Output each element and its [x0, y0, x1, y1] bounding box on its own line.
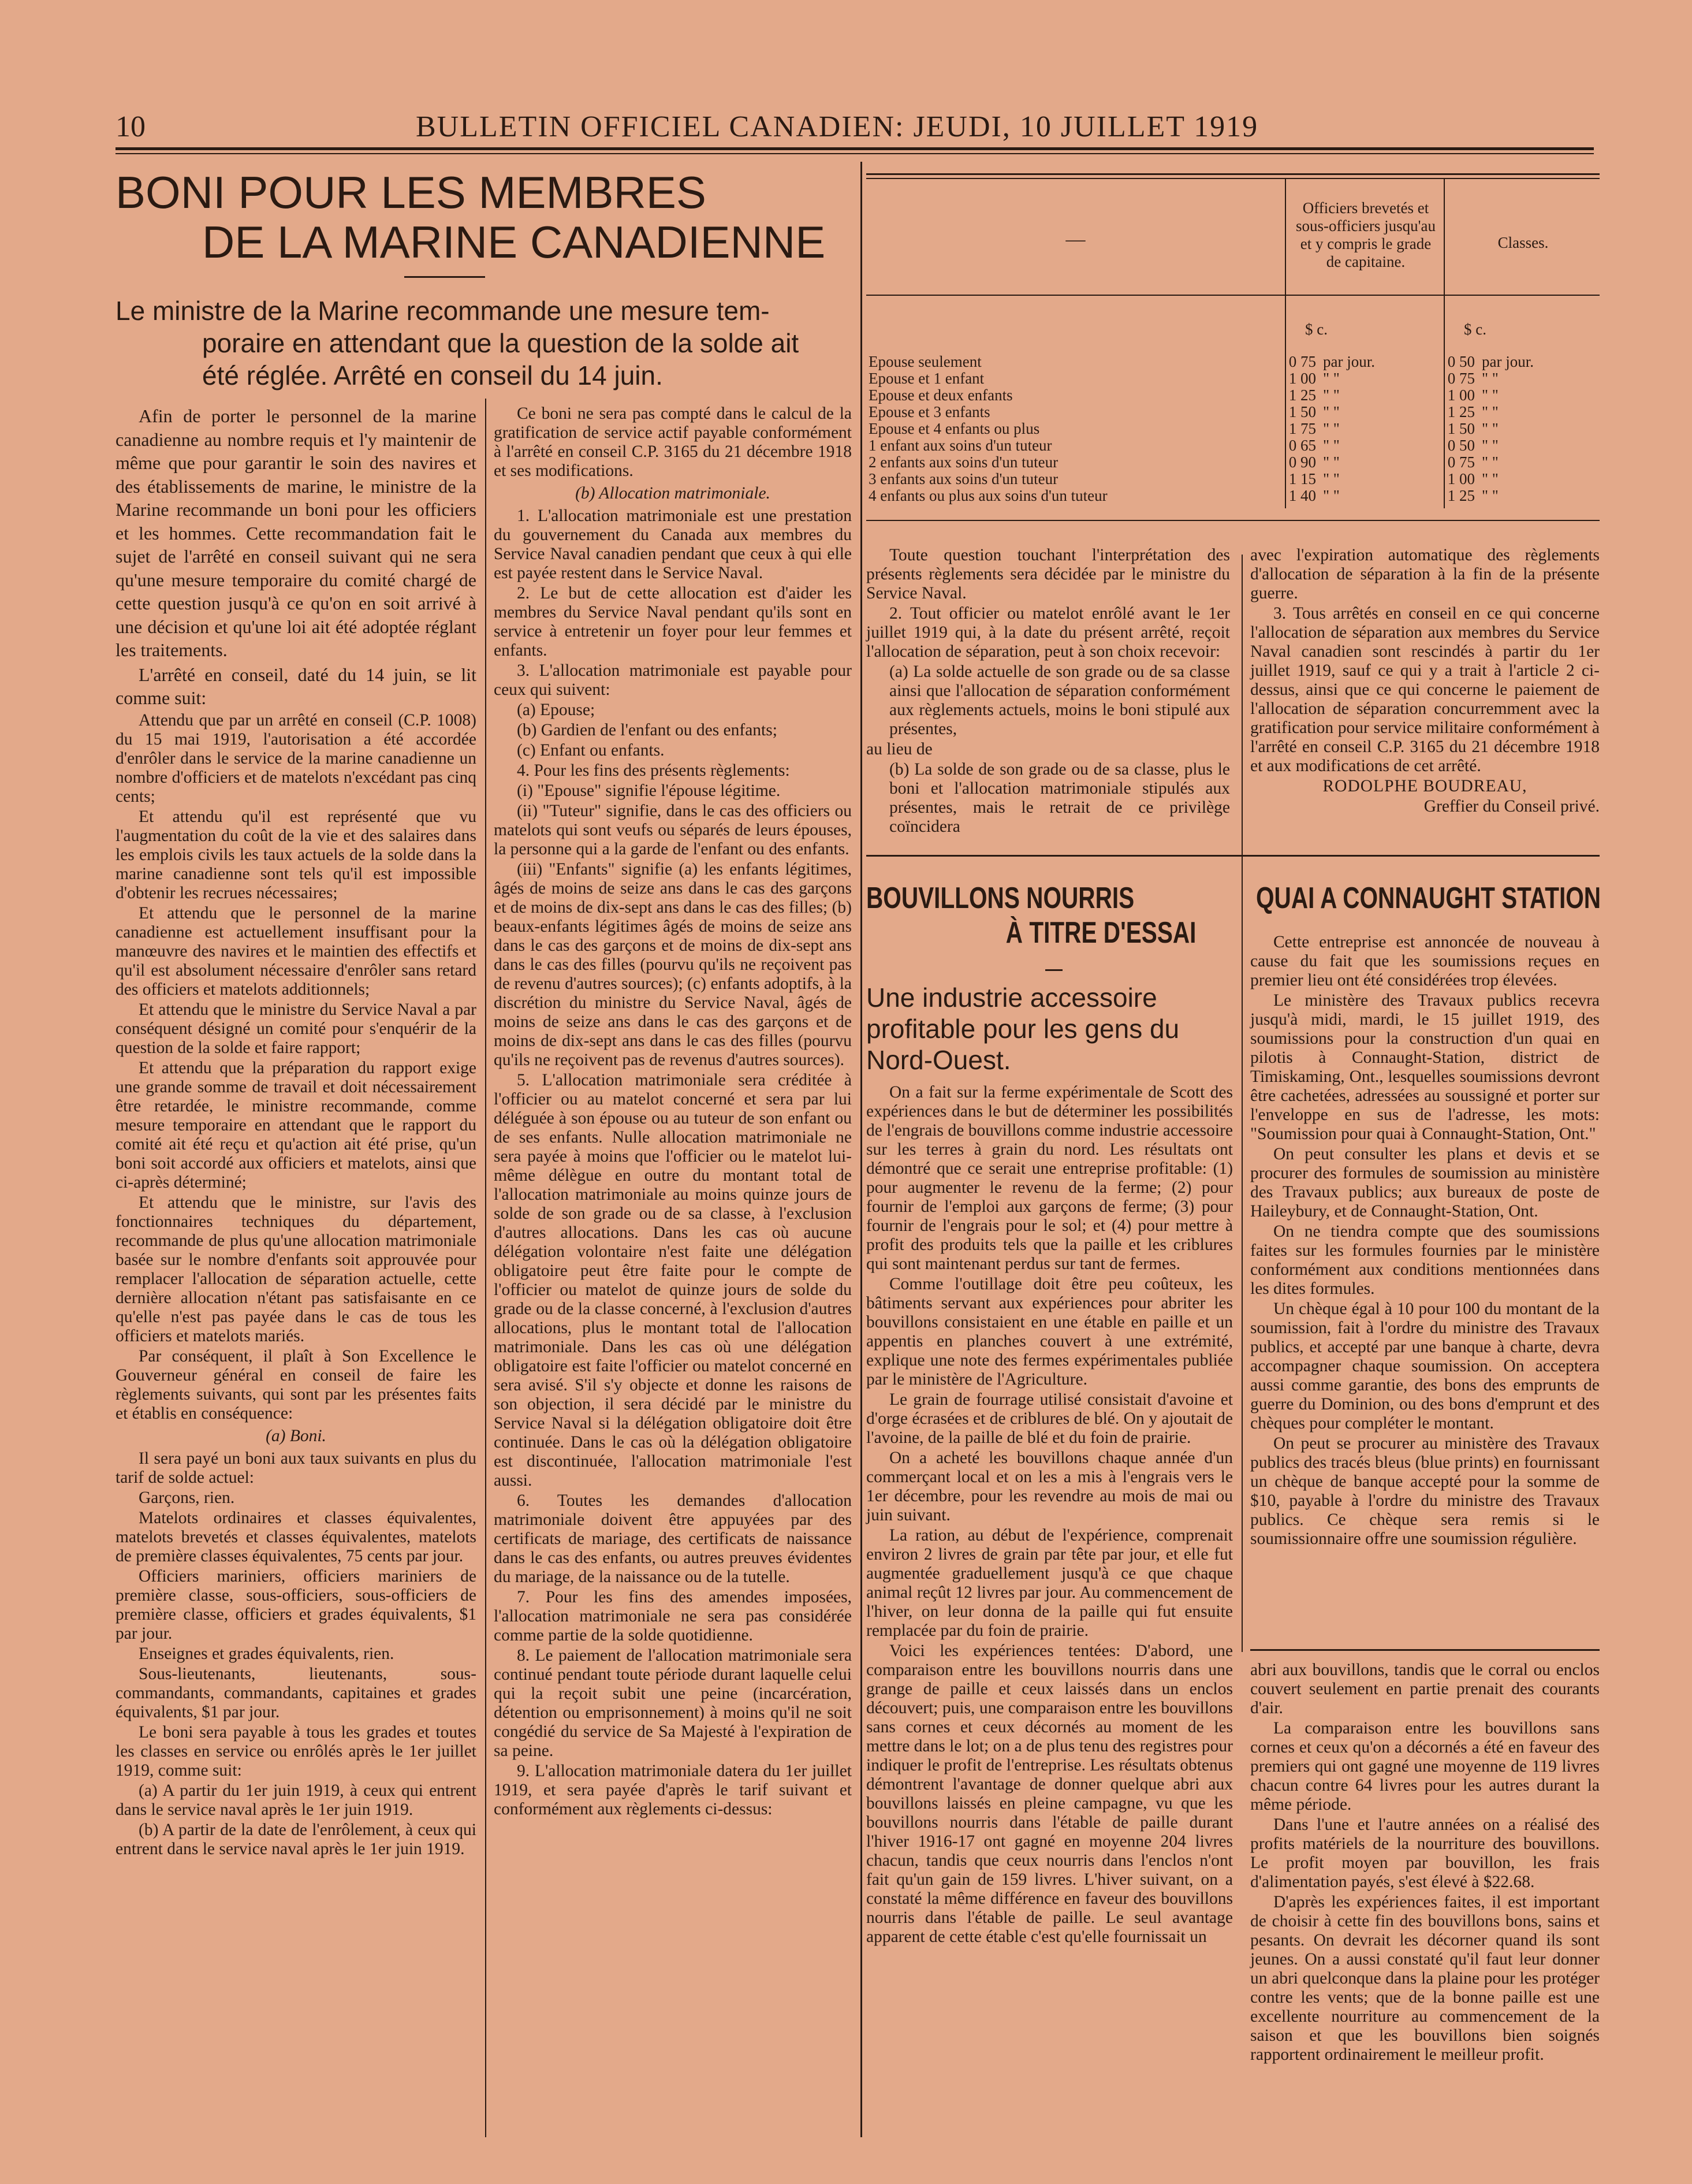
rate-label: Epouse et 4 enfants ou plus	[869, 420, 1040, 437]
paragraph: (a) A partir du 1er juin 1919, à ceux qui entrent dans le service naval après le 1er juin 1919.	[115, 1781, 476, 1819]
paragraph: (a) La solde actuelle de son grade ou de sa classe ainsi que l'allocation de séparation conformément aux règlements actuels, moins le boni stipulé aux présentes,	[889, 663, 1230, 738]
paragraph: Dans l'une et l'autre années on a réalisé des profits matériels de la nourriture des bouvillons. Le profit moyen par bouvillon, les frais d'alimentation payés, s'est élevé à $22.68.	[1250, 1815, 1600, 1891]
rate-officers-unit: " "	[1323, 420, 1340, 437]
header-rule-thick	[115, 147, 1594, 150]
rate-row	[865, 454, 1598, 471]
paragraph: Sous-lieutenants, lieutenants, sous-commandants, commandants, capitaines et grades équivalents, $1 par jour.	[115, 1664, 476, 1721]
section-rule	[1250, 1649, 1600, 1651]
table-rule-head	[866, 295, 1600, 296]
table-head-officers: Officiers brevetés et sous-officiers jusqu'au et y compris le grade de capitaine.	[1295, 199, 1436, 270]
paragraph: Attendu que par un arrêté en conseil (C.P. 1008) du 15 mai 1919, l'autorisation a été accordée d'enrôler dans le service de la marine canadienne un nombre d'officiers et de matelots n'excédant pas cinq cents;	[115, 710, 476, 806]
header-rule-thin	[115, 153, 1594, 154]
paragraph: Cette entreprise est annoncée de nouveau à cause du fait que les soumissions reçues en premier lieu ont été considérées trop élevées.	[1250, 933, 1600, 989]
paragraph: On ne tiendra compte que des soumissions faites sur les formules fournies par le ministère conformément aux conditions mentionnées dans les dites formules.	[1250, 1222, 1600, 1298]
paragraph: (i) "Epouse" signifie l'épouse légitime.	[517, 782, 781, 800]
paragraph: Un chèque égal à 10 pour 100 du montant de la soumission, fait à l'ordre du ministre des Travaux publics, et accepté par une banque à charte, devra accompagner chaque soumission. On acceptera aussi comme garantie, des bons des emprunts de guerre du Dominion, ou des bons d'emprunt et des chèques pour compléter le montant.	[1250, 1300, 1600, 1433]
rate-classes-unit: " "	[1482, 370, 1499, 387]
rate-officers-value: 1 00	[1288, 370, 1316, 387]
column-rule	[485, 399, 486, 2137]
table-unit-a: $ c.	[1305, 321, 1328, 338]
rate-officers-unit: par jour.	[1323, 353, 1375, 370]
rate-classes-value: 0 50	[1447, 437, 1475, 454]
rate-label: Epouse et 1 enfant	[869, 370, 985, 387]
rate-officers-unit: " "	[1323, 487, 1340, 504]
paragraph: 3. L'allocation matrimoniale est payable pour ceux qui suivent:	[494, 661, 852, 699]
paragraph: Afin de porter le personnel de la marine canadienne au nombre requis et l'y maintenir de même que pour garantir le soin des navires et des établissements de marine, le ministre de la Marine recommande un boni pour les officiers et les hommes. Cette recommandation fait le sujet de l'arrêté en conseil suivant qui ne sera qu'une mesure temporaire du comité chargé de cette question jusqu'à ce qu'on en soit arrivé à une décision et qu'une loi ait été adoptée réglant les traitements.	[115, 405, 476, 660]
paragraph: (ii) "Tuteur" signifie, dans le cas des officiers ou matelots qui sont veufs ou séparés de leurs épouses, la personne qui a la garde de l'enfant ou des enfants.	[494, 802, 852, 858]
signature-name: RODOLPHE BOUDREAU,	[1322, 777, 1527, 795]
headline-line: BONI POUR LES MEMBRES	[115, 167, 706, 218]
paragraph: avec l'expiration automatique des règlements d'allocation de séparation à la fin de la présente guerre.	[1250, 546, 1600, 602]
rate-classes-value: 1 00	[1447, 470, 1475, 488]
rate-row	[865, 437, 1598, 454]
rate-label: 1 enfant aux soins d'un tuteur	[869, 437, 1052, 454]
rate-row	[865, 404, 1598, 421]
rate-classes-value: 1 00	[1447, 386, 1475, 404]
running-header	[115, 110, 1594, 150]
article2-deck: Une industrie accessoire profitable pour les gens du Nord-Ouest.	[866, 983, 1180, 1075]
table-head-classes: Classes.	[1497, 234, 1549, 251]
rate-officers-value: 1 75	[1288, 420, 1316, 437]
paragraph: Et attendu que la préparation du rapport exige une grande somme de travail et doit nécessairement être retardée, le ministre recommande, comme mesure temporaire en attendant que le rapport du comité ait été reçu et qu'action ait été prise, qu'un boni soit accordé aux officiers et matelots, ainsi que ci-après déterminé;	[115, 1058, 476, 1192]
rate-label: Epouse seulement	[869, 353, 982, 370]
rate-classes-unit: " "	[1482, 386, 1499, 404]
paragraph: Et attendu que le ministre du Service Naval a par conséquent désigné un comité pour s'enquérir de la question de la solde et faire rapport;	[115, 1000, 476, 1057]
rate-row	[865, 354, 1598, 370]
table-rule-bottom	[866, 520, 1600, 521]
paragraph: La ration, au début de l'expérience, comprenait environ 2 livres de grain par tête par jour, et elle fut augmentée graduellement jusqu'à ce que chaque animal reçût 12 livres par jour. Au commencement de l'hiver, on leur donna de la paille qui fut ensuite remplacée par du foin de prairie.	[866, 1526, 1233, 1640]
paragraph: 3. Tous arrêtés en conseil en ce qui concerne l'allocation de séparation aux membres du Service Naval canadien sont rescindés à partir du 1er juillet 1919, sauf ce qui y a trait à l'article 2 ci-dessus, ainsi que ce qui concerne le paiement de l'allocation de séparation concurremment avec la gratification pour service militaire conformément à l'arrêté en conseil C.P. 3165 du 21 décembre 1918 et aux modifications de cet arrêté.	[1250, 604, 1600, 775]
paragraph: 6. Toutes les demandes d'allocation matrimoniale doivent être appuyées par des certificats de mariage, des certificats de naissance dans le cas des enfants, ou autres preuves évidentes du mariage, de la naissance ou de la tutelle.	[494, 1491, 852, 1586]
paragraph: Enseignes et grades équivalents, rien.	[139, 1644, 394, 1663]
paragraph: Garçons, rien.	[139, 1488, 235, 1507]
rate-officers-unit: " "	[1323, 386, 1340, 404]
column-rule	[1242, 555, 1243, 1652]
paragraph: Et attendu qu'il est représenté que vu l'augmentation du coût de la vie et des salaires dans les emplois civils les taux actuels de la solde dans la marine canadienne sont tels qu'il est impossible d'obtenir les recrues nécessaires;	[115, 807, 476, 902]
paragraph: abri aux bouvillons, tandis que le corral ou enclos couvert seulement en partie prenait des courants d'air.	[1250, 1661, 1600, 1717]
paragraph: On peut se procurer au ministère des Travaux publics des tracés bleus (blue prints) en fournissant un chèque de banque accepté pour la somme de $10, payable à l'ordre du ministre des Travaux publics. Ce chèque sera remis si le soumissionnaire offre une soumission régulière.	[1250, 1434, 1600, 1548]
page-number: 10	[115, 110, 146, 143]
headline-line: À TITRE D'ESSAI	[1005, 916, 1197, 950]
paragraph: D'après les expériences faites, il est important de choisir à cette fin des bouvillons bons, sains et pesants. On devrait les décorner quand ils sont jeunes. On a aussi constaté qu'il faut leur donner un abri quelconque dans la plaine pour les protéger contre les vents; que de la bonne paille est une excellente nourriture au commencement de la saison et que les bouvillons bien soignés rapportent ordinairement le meilleur profit.	[1250, 1893, 1600, 2064]
rate-label: Epouse et 3 enfants	[869, 403, 990, 421]
article1-column-2	[494, 404, 852, 1820]
rate-officers-value: 1 40	[1288, 487, 1316, 504]
article1-column-4-cont	[1250, 546, 1600, 817]
rate-classes-value: 1 50	[1447, 420, 1475, 437]
headline-line: BOUVILLONS NOURRIS	[866, 881, 1135, 915]
deck-line: Le ministre de la Marine recommande une mesure tem-	[115, 296, 770, 326]
article1-deck	[115, 295, 860, 392]
paragraph: Le grain de fourrage utilisé consistait d'avoine et d'orge écrasées et de criblures de blé. On y ajoutait de l'avoine, de la paille de blé et du foin de prairie.	[866, 1390, 1233, 1447]
paragraph: Et attendu que le ministre, sur l'avis des fonctionnaires techniques du département, recommande de plus qu'une allocation matrimoniale basée sur le nombre d'enfants soit approuvée pour remplacer l'allocation de séparation actuelle, cette dernière allocation n'étant pas satisfaisante en ce qu'elle n'est pas payée dans le cas de tous les officiers et matelots mariés.	[115, 1193, 476, 1345]
paragraph: 1. L'allocation matrimoniale est une prestation du gouvernement du Canada aux membres du Service Naval canadien pendant que ceux à qui elle est payée restent dans le Service Naval.	[494, 507, 852, 582]
paragraph: Voici les expériences tentées: D'abord, une comparaison entre les bouvillons nourris dans une grange de paille et ceux laissés dans un enclos découvert; puis, une comparaison entre les bouvillons sans cornes et ceux décornés au moment de les mettre dans le lot; on a de plus tenu des registres pour indiquer le profit de l'entreprise. Les résultats obtenus démontrent l'avantage de donner quelque abri aux bouvillons laissés en pleine campagne, vu que les bouvillons nourris dans l'étable de paille durant l'hiver 1916-17 ont gagné en moyenne 204 livres chacun, tandis que ceux nourris dans l'enclos n'ont fait qu'un gain de 159 livres. L'hiver suivant, on a constaté la même différence en faveur des bouvillons nourris dans l'étable de paille. Le seul avantage apparent de cette étable c'est qu'elle fournissait un	[866, 1642, 1233, 1946]
table-head-blank: —	[1065, 229, 1086, 250]
rate-classes-unit: " "	[1482, 437, 1499, 454]
rate-classes-unit: " "	[1482, 403, 1499, 421]
rate-classes-unit: " "	[1482, 453, 1499, 471]
rate-officers-value: 0 65	[1288, 437, 1316, 454]
table-unit-b: $ c.	[1464, 321, 1486, 338]
rate-officers-unit: " "	[1323, 453, 1340, 471]
rate-label: Epouse et deux enfants	[869, 386, 1013, 404]
paragraph: Par conséquent, il plaît à Son Excellence le Gouverneur général en conseil de faire les règlements suivants, qui sont par les présentes faits et établis en conséquence:	[115, 1346, 476, 1423]
rate-classes-unit: " "	[1482, 487, 1499, 504]
paragraph: (b) La solde de son grade ou de sa classe, plus le boni et l'allocation matrimoniale stipulés aux présentes, mais le retrait de ce privilège coïncidera	[889, 760, 1230, 836]
paragraph: L'arrêté en conseil, daté du 14 juin, se lit comme suit:	[115, 664, 476, 708]
signature-title: Greffier du Conseil privé.	[1423, 797, 1600, 816]
article2-continuation	[1250, 1661, 1600, 2066]
paragraph: Le boni sera payable à tous les grades et toutes les classes en service ou enrôlés après le 1er juillet 1919, comme suit:	[115, 1722, 476, 1780]
headline-dash	[404, 276, 485, 278]
article2-column-1	[866, 1083, 1233, 1948]
rate-classes-value: 1 25	[1447, 403, 1475, 421]
paragraph: (b) Gardien de l'enfant ou des enfants;	[517, 721, 777, 739]
article2-headline	[866, 881, 1240, 950]
table-rule-top	[866, 173, 1600, 175]
rate-label: 3 enfants aux soins d'un tuteur	[869, 470, 1059, 488]
rate-row	[865, 387, 1598, 404]
rate-classes-value: 0 75	[1447, 370, 1475, 387]
article1-column-3-cont	[866, 546, 1230, 838]
rate-officers-value: 0 75	[1288, 353, 1316, 370]
subhead: (a) Boni.	[266, 1426, 326, 1445]
headline-line: DE LA MARINE CANADIENNE	[202, 217, 826, 267]
subhead: (b) Allocation matrimoniale.	[575, 484, 770, 503]
rate-row	[865, 488, 1598, 504]
paragraph: 4. Pour les fins des présents règlements:	[517, 761, 790, 780]
rate-row	[865, 421, 1598, 437]
paragraph: (b) A partir de la date de l'enrôlement, à ceux qui entrent dans le service naval après le 1er juin 1919.	[115, 1820, 476, 1858]
table-rule-top-2	[866, 178, 1600, 179]
rate-classes-unit: par jour.	[1482, 353, 1534, 370]
rate-officers-value: 0 90	[1288, 453, 1316, 471]
paragraph: Matelots ordinaires et classes équivalentes, matelots brevetés et classes équivalentes, matelots de première classes équivalentes, 75 cents par jour.	[115, 1508, 476, 1565]
deck-line: été réglée. Arrêté en conseil du 14 juin.	[202, 360, 663, 390]
paragraph: 2. Tout officier ou matelot enrôlé avant le 1er juillet 1919 qui, à la date du présent arrêté, reçoit l'allocation de séparation, peut à son choix recevoir:	[866, 604, 1230, 661]
paragraph: 5. L'allocation matrimoniale sera créditée à l'officier ou au matelot concerné et sera par lui déléguée à son épouse ou au tuteur de son enfant ou de ses enfants. Nulle allocation matrimoniale ne sera payée à moins que l'officier ou le matelot lui-même délègue en outre du montant total de l'allocation matrimoniale au moins quinze jours de solde de son grade ou de sa classe, à l'exclusion d'autres allocations. Dans les cas où aucune délégation volontaire n'est faite une délégation obligatoire peut être faite pour le compte de l'officier ou matelot de quinze jours de solde du grade ou de la classe concerné, à l'exclusion d'autres allocations, plus le montant total de l'allocation matrimoniale. Dans les cas où une délégation obligatoire est faite l'officier ou matelot concerné en sera avisé. S'il s'y objecte et donne les raisons de son objection, il sera décidé par le ministre du Service Naval si la délégation obligatoire doit être continuée. Dans le cas où la délégation obligatoire est discontinuée, l'allocation matrimoniale l'est aussi.	[494, 1071, 852, 1490]
rate-classes-value: 0 50	[1447, 353, 1475, 370]
paragraph: Il sera payé un boni aux taux suivants en plus du tarif de solde actuel:	[115, 1449, 476, 1487]
paragraph: (iii) "Enfants" signifie (a) les enfants légitimes, âgés de moins de seize ans dans le cas des garçons et de moins de dix-sept ans dans le cas des filles; (b) beaux-enfants légitimes âgés de moins de seize ans dans le cas des garçons et de moins de dix-sept ans dans le cas des filles (pourvu qu'ils ne reçoivent pas de revenu d'autres sources); (c) enfants adoptifs, à la discrétion du ministre du Service Naval, âgés de moins de seize ans dans le cas des garçons et de moins de dix-sept ans dans le cas des filles (pourvu qu'ils ne reçoivent pas de revenus d'autres sources).	[494, 860, 852, 1069]
article1-headline	[115, 168, 855, 267]
paragraph: Le ministère des Travaux publics recevra jusqu'à midi, mardi, le 15 juillet 1919, des soumissions pour la construction d'un quai en pilotis à Connaught-Station, district de Timiskaming, Ont., lesquelles soumissions devront être cachetées, adressées au soussigné et porter sur l'enveloppe en sus de l'adresse, les mots: "Soumission pour quai à Connaught-Station, Ont."	[1250, 991, 1600, 1143]
paragraph: On a acheté les bouvillons chaque année d'un commerçant local et on les a mis à l'engrais vers le 1er décembre, pour les revendre au mois de mai ou juin suivant.	[866, 1449, 1233, 1524]
paragraph: On peut consulter les plans et devis et se procurer des formules de soumission au ministère des Travaux publics; aux bureaux de poste de Haileybury, et de Connaught-Station, Ont.	[1250, 1145, 1600, 1221]
rate-classes-unit: " "	[1482, 470, 1499, 488]
paragraph: Toute question touchant l'interprétation des présents règlements sera décidée par le ministre du Service Naval.	[866, 546, 1230, 602]
column-rule-center	[860, 162, 862, 2137]
article3-column	[1250, 933, 1600, 1550]
paragraph: Officiers mariniers, officiers mariniers de première classe, sous-officiers, sous-officiers de première classe, officiers et grades équivalents, $1 par jour.	[115, 1567, 476, 1643]
rate-row	[865, 471, 1598, 488]
rate-classes-unit: " "	[1482, 420, 1499, 437]
section-rule	[866, 855, 1600, 857]
rate-officers-value: 1 15	[1288, 470, 1316, 488]
headline-dash	[1045, 969, 1063, 971]
rate-officers-unit: " "	[1323, 370, 1340, 387]
paragraph: On a fait sur la ferme expérimentale de Scott des expériences dans le but de déterminer les possibilités de l'engrais de bouvillons comme industrie accessoire sur les terres à grain du nord. Les résultats ont démontré que ce serait une entreprise profitable: (1) pour augmenter le revenu de la ferme; (2) pour fournir de l'emploi aux garçons de ferme; (3) pour fournir de l'engrais pour le sol; et (4) pour mettre à profit des produits tels que la paille et les criblures qui sont maintenant perdus sur tant de fermes.	[866, 1083, 1233, 1273]
paragraph: Comme l'outillage doit être peu coûteux, les bâtiments servant aux expériences pour abriter les bouvillons consistaient en une étable en paille et un appentis en planches couvert à une extrémité, explique une note des fermes expérimentales publiée par le ministère de l'Agriculture.	[866, 1275, 1233, 1389]
rate-classes-value: 1 25	[1447, 487, 1475, 504]
paragraph: Ce boni ne sera pas compté dans le calcul de la gratification de service actif payable conformément à l'arrêté en conseil C.P. 3165 du 21 décembre 1918 et ses modifications.	[494, 404, 852, 480]
deck-line: poraire en attendant que la question de la solde ait	[202, 328, 799, 358]
paragraph: (a) Epouse;	[517, 701, 595, 719]
paragraph: 7. Pour les fins des amendes imposées, l'allocation matrimoniale ne sera pas considérée comme partie de la solde quotidienne.	[494, 1588, 852, 1644]
rate-officers-unit: " "	[1323, 403, 1340, 421]
article1-column-1	[115, 404, 476, 1860]
paragraph: 2. Le but de cette allocation est d'aider les membres du Service Naval pendant qu'ils sont en service à entretenir un foyer pour leur femmes et enfants.	[494, 584, 852, 660]
paragraph: Et attendu que le personnel de la marine canadienne est actuellement insuffisant pour la manœuvre des navires et le maintien des effectifs et qu'il est absolument nécessaire d'enrôler sans retard des officiers et matelots additionnels;	[115, 903, 476, 999]
paragraph: 9. L'allocation matrimoniale datera du 1er juillet 1919, et sera payée d'après le tarif suivant et conformément aux règlements ci-dessus:	[494, 1762, 852, 1818]
rate-label: 2 enfants aux soins d'un tuteur	[869, 453, 1059, 471]
rate-classes-value: 0 75	[1447, 453, 1475, 471]
rate-officers-unit: " "	[1323, 437, 1340, 454]
rate-officers-value: 1 50	[1288, 403, 1316, 421]
rate-label: 4 enfants ou plus aux soins d'un tuteur	[869, 487, 1108, 504]
rate-officers-value: 1 25	[1288, 386, 1316, 404]
article3-headline: QUAI A CONNAUGHT STATION	[1256, 881, 1601, 915]
paragraph: (c) Enfant ou enfants.	[517, 741, 665, 760]
publication-title: BULLETIN OFFICIEL CANADIEN: JEUDI, 10 JUILLET 1919	[416, 110, 1259, 143]
rate-row	[865, 370, 1598, 387]
paragraph: au lieu de	[866, 740, 933, 758]
rate-officers-unit: " "	[1323, 470, 1340, 488]
allowance-rate-table	[865, 354, 1598, 504]
paragraph: La comparaison entre les bouvillons sans cornes et ceux qu'on a décornés a été en faveur des premiers qui ont gagné une moyenne de 119 livres chacun contre 64 livres pour les autres durant la même période.	[1250, 1719, 1600, 1814]
paragraph: 8. Le paiement de l'allocation matrimoniale sera continué pendant toute période durant laquelle celui qui la reçoit subit une peine (incarcération, détention ou emprisonnement) à moins qu'il ne soit congédié du service de Sa Majesté à l'expiration de sa peine.	[494, 1646, 852, 1760]
